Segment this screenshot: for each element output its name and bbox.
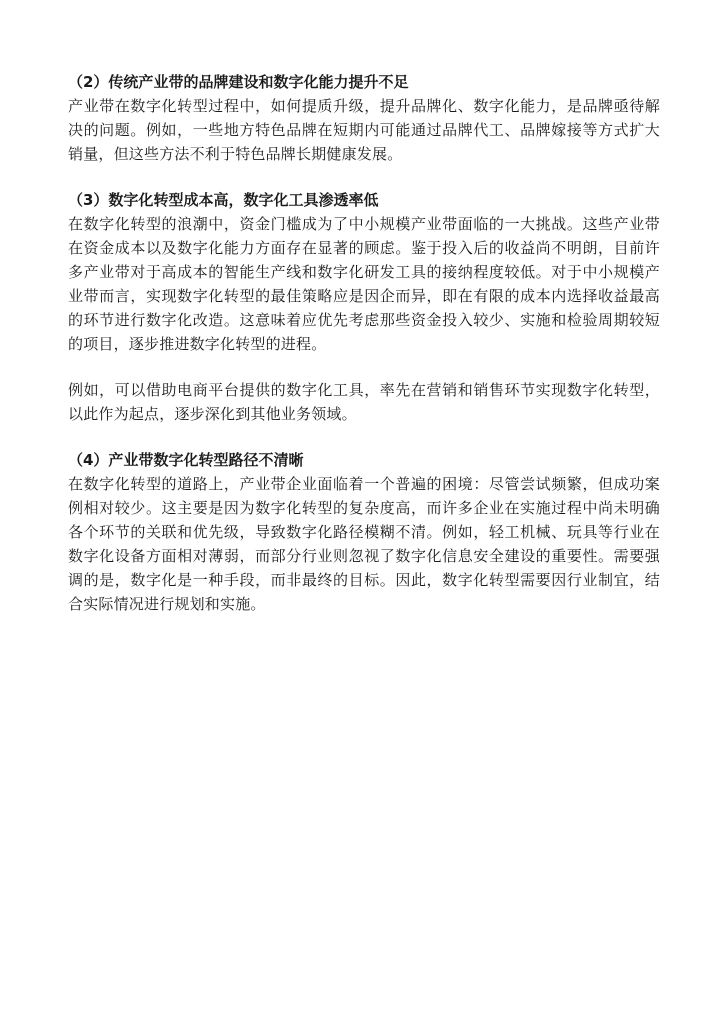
paragraph: 在数字化转型的浪潮中，资金门槛成为了中小规模产业带面临的一大挑战。这些产业带在资金成本以及数字化能力方面存在显著的顾虑。鉴于投入后的收益尚不明朗，目前许多产业带对于高成本的智能生产线和数字化研发工具的接纳程度较低。对于中小规模产业带而言，实现数字化转型的最佳策略应是因企而异，即在有限的成本内选择收益最高的环节进行数字化改造。这意味着应优先考虑那些资金投入较少、实施和检验周期较短的项目，逐步推进数字化转型的进程。 — [68, 215, 660, 353]
section-heading: （2）传统产业带的品牌建设和数字化能力提升不足 — [68, 73, 409, 91]
section-heading: （4）产业带数字化转型路径不清晰 — [68, 451, 304, 469]
paragraph: 例如，可以借助电商平台提供的数字化工具，率先在营销和销售环节实现数字化转型，以此作为起点，逐步深化到其他业务领域。 — [68, 381, 660, 423]
paragraph: 在数字化转型的道路上，产业带企业面临着一个普遍的困境：尽管尝试频繁，但成功案例相对较少。这主要是因为数字化转型的复杂度高，而许多企业在实施过程中尚未明确各个环节的关联和优先级，导致数字化路径模糊不清。例如，轻工机械、玩具等行业在数字化设备方面相对薄弱，而部分行业则忽视了数字化信息安全建设的重要性。需要强调的是，数字化是一种手段，而非最终的目标。因此，数字化转型需要因行业制宜，结合实际情况进行规划和实施。 — [68, 475, 660, 613]
section-transformation-path — [68, 448, 660, 616]
section-transformation-cost — [68, 188, 660, 426]
section-heading: （3）数字化转型成本高，数字化工具渗透率低 — [68, 191, 379, 209]
paragraph: 产业带在数字化转型过程中，如何提质升级，提升品牌化、数字化能力，是品牌亟待解决的问题。例如，一些地方特色品牌在短期内可能通过品牌代工、品牌嫁接等方式扩大销量，但这些方法不利于特色品牌长期健康发展。 — [68, 97, 660, 163]
document-page — [68, 70, 660, 638]
section-brand-building — [68, 70, 660, 166]
